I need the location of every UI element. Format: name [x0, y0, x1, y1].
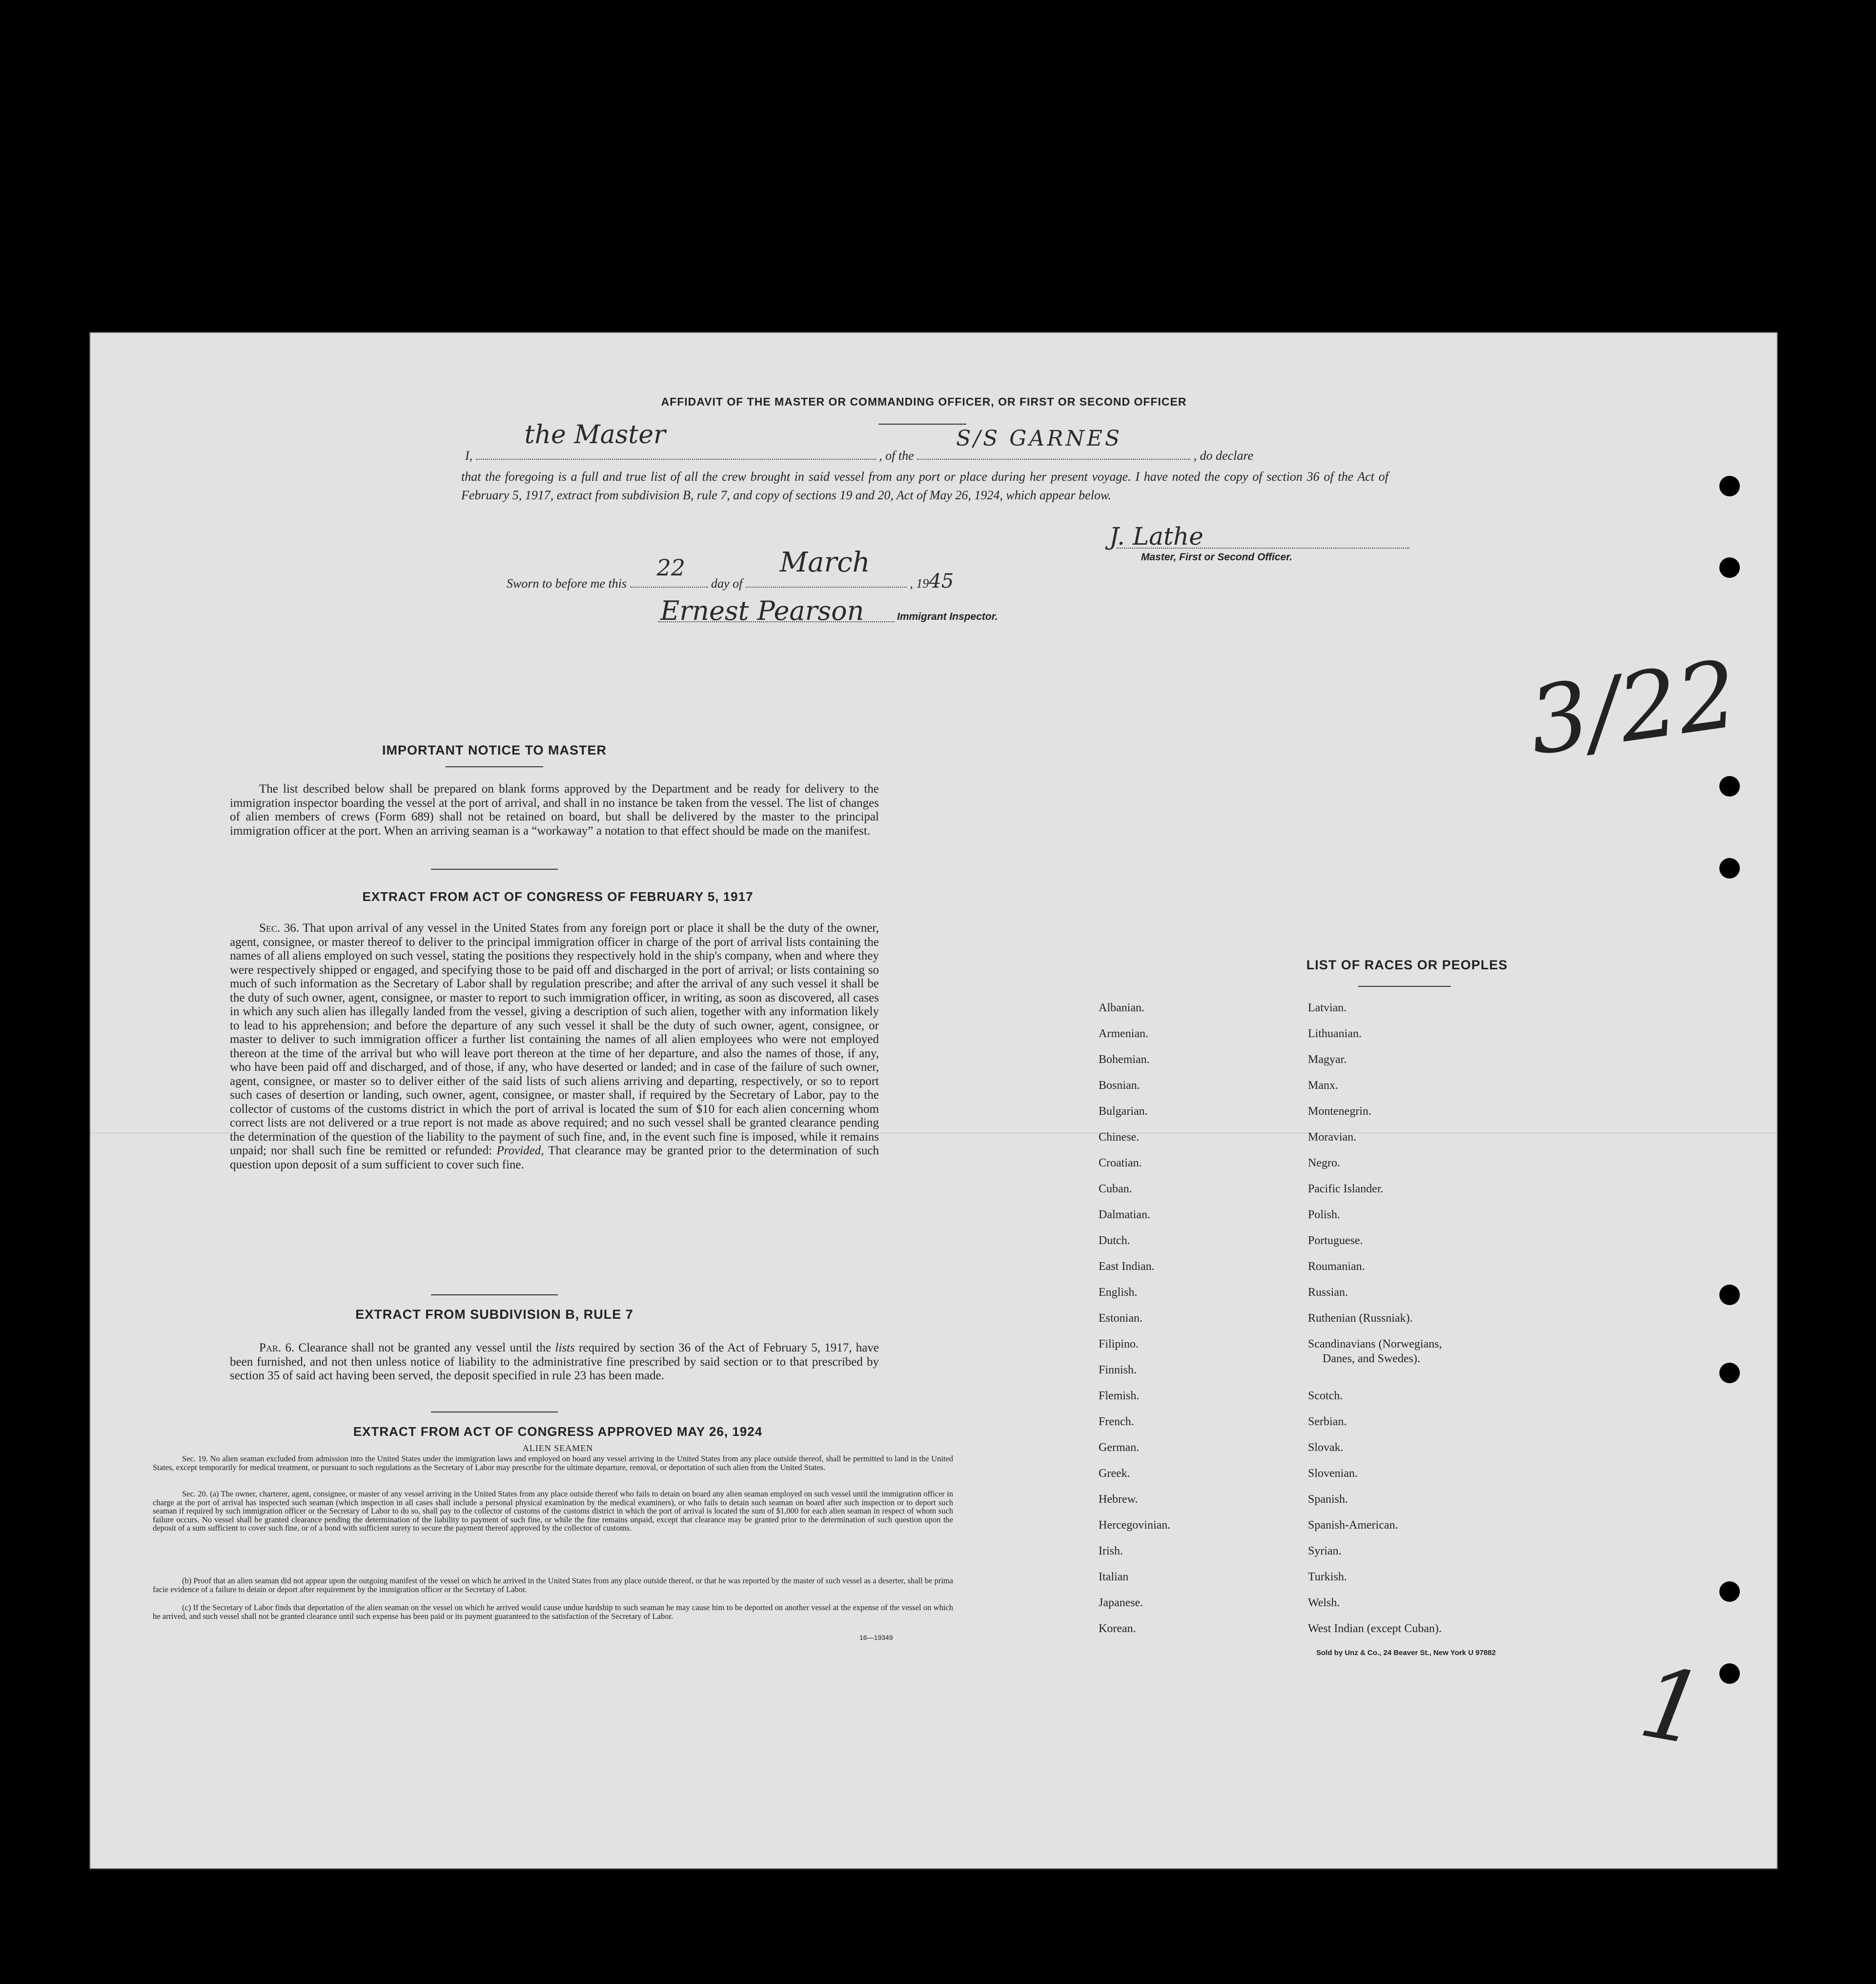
race-item: Scandinavians (Norwegians, Danes, and Swedes). — [1308, 1338, 1442, 1365]
extract-1924-subtitle: ALIEN SEAMEN — [522, 1443, 593, 1453]
affidavit-declaration-line — [465, 420, 1392, 465]
race-item: Irish. — [1099, 1545, 1123, 1557]
race-item: Hebrew. — [1099, 1493, 1138, 1506]
race-item: Estonian. — [1099, 1312, 1142, 1325]
race-item: Croatian. — [1099, 1157, 1142, 1169]
races-title-rule — [1358, 986, 1451, 987]
sec36-text-end: That clearance may be granted prior to the determination of such question upon deposit of a sum sufficient to cover such fine. — [230, 1144, 879, 1171]
inspector-caption: Immigrant Inspector. — [897, 611, 998, 622]
race-item: Roumanian. — [1308, 1260, 1365, 1273]
race-item: Negro. — [1308, 1157, 1340, 1169]
race-item: East Indian. — [1099, 1260, 1155, 1273]
rule7-text: Clearance shall not be granted any vessel until the — [298, 1341, 551, 1354]
master-signature: J. Lathe — [1109, 522, 1203, 551]
race-item: Chinese. — [1099, 1131, 1140, 1144]
race-item: Slovenian. — [1308, 1467, 1358, 1480]
race-item: Cuban. — [1099, 1183, 1132, 1195]
race-item: Slovak. — [1308, 1441, 1344, 1454]
race-item: Greek. — [1099, 1467, 1130, 1480]
race-item: Finnish. — [1099, 1364, 1137, 1376]
race-item: Bosnian. — [1099, 1079, 1140, 1092]
extract-1917-body — [230, 921, 879, 1172]
race-item: Bohemian. — [1099, 1053, 1150, 1066]
race-item: Japanese. — [1099, 1596, 1143, 1609]
race-item: English. — [1099, 1286, 1138, 1299]
notice-body: The list described below shall be prepared on blank forms approved by the Department and be ready for delivery to the immigration inspector boarding the vessel at the port of arrival, and shall in no instance be taken from the vessel. The list of changes of alien members of crews (Form 689) shall not be retained on board, but shall be delivered by the master to the principal immigration officer at the port. When an arriving seaman is a “workaway” a notation to that effect should be made on the manifest. — [230, 782, 879, 838]
manifest-page — [89, 332, 1778, 1869]
race-item: Spanish-American. — [1308, 1519, 1398, 1532]
race-item: Albanian. — [1099, 1002, 1144, 1014]
punch-hole — [1719, 1581, 1740, 1602]
punch-hole — [1719, 557, 1740, 578]
master-name-field — [476, 420, 876, 460]
race-item: Lithuanian. — [1308, 1027, 1362, 1040]
rule7-rule — [431, 1411, 558, 1412]
sec19-text: Sec. 19. No alien seaman excluded from admission into the United States under the immigration laws and employed on board any vessel arriving in the United States from any place outside thereof, shall be permitted to land in the United States, except temporarily for medical treatment, or pursuant to such regulations as the Secretary of Labor may prescribe for the ultimate departure, removal, or deportation of such alien from the United States. — [153, 1454, 953, 1472]
race-item: Flemish. — [1099, 1390, 1140, 1402]
provided-word: Provided, — [496, 1144, 544, 1157]
race-item: Montenegrin. — [1308, 1105, 1371, 1118]
sec20b-text: (b) Proof that an alien seaman did not appear upon the outgoing manifest of the vessel on which he arrived in the United States from any place outside thereof, or that he was reported by the master of such vessel as a deserter, shall be prima facie evidence of a failure to detain or deport after requirement by the immigration officer or the Secretary of Labor. — [153, 1576, 953, 1594]
notice-title-rule — [446, 766, 543, 767]
punch-hole — [1719, 1363, 1740, 1383]
race-item: Welsh. — [1308, 1596, 1340, 1609]
affidavit-of-the-label: , of the — [879, 449, 914, 463]
races-right-column — [1308, 1001, 1523, 1647]
race-item: Syrian. — [1308, 1545, 1342, 1557]
race-item: Hercegovinian. — [1099, 1519, 1171, 1532]
punch-hole — [1719, 776, 1740, 797]
sec36-label: Sec. 36. — [259, 921, 299, 935]
race-item: Bulgarian. — [1099, 1105, 1148, 1118]
vessel-name-handwriting: S/S GARNES — [956, 426, 1122, 451]
race-item: Spanish. — [1308, 1493, 1348, 1506]
race-item: Italian — [1099, 1571, 1129, 1583]
affidavit-title: AFFIDAVIT OF THE MASTER OR COMMANDING OFFICER, OR FIRST OR SECOND OFFICER — [661, 395, 1187, 408]
races-title: LIST OF RACES OR PEOPLES — [1306, 958, 1508, 972]
punch-hole — [1719, 1285, 1740, 1305]
race-item: Moravian. — [1308, 1131, 1357, 1144]
day-of-label: day of — [711, 576, 743, 591]
race-item: Armenian. — [1099, 1027, 1148, 1040]
extract-1924-title: EXTRACT FROM ACT OF CONGRESS APPROVED MAY 26, 1924 — [353, 1424, 763, 1439]
sec20c-text: (c) If the Secretary of Labor finds that deportation of the alien seaman on the vessel on which he arrived would cause undue hardship to such seaman he may cause him to be deported on another vessel at the expense of the vessel on which he arrived, and such vessel shall not be granted clearance until such expense has been paid or its payment guaranteed to the satisfaction of the Secretary of Labor. — [153, 1603, 953, 1621]
year-prefix: , 19 — [910, 576, 929, 591]
race-item: Dutch. — [1099, 1234, 1130, 1247]
race-item: Ruthenian (Russniak). — [1308, 1312, 1413, 1325]
affidavit-i-label: I, — [465, 449, 473, 463]
sworn-month-field — [746, 547, 907, 588]
year-suffix: 45 — [929, 570, 954, 593]
race-item: French. — [1099, 1415, 1134, 1428]
rule7-title: EXTRACT FROM SUBDIVISION B, RULE 7 — [355, 1307, 633, 1322]
race-item: Russian. — [1308, 1286, 1348, 1299]
extract-1917-rule — [431, 1294, 558, 1295]
race-item: Polish. — [1308, 1208, 1341, 1221]
race-item: Manx. — [1308, 1079, 1338, 1092]
race-item: Magyar. — [1308, 1053, 1347, 1066]
race-item: Dalmatian. — [1099, 1208, 1150, 1221]
affidavit-body: that the foregoing is a full and true list of all the crew brought in said vessel from any port or place during her present voyage. I have noted the copy of section 36 of the Act of February 5, 1917, extract from subdivision B, rule 7, and copy of sections 19 and 20, Act of May 26, 1924, which appear below. — [461, 470, 1388, 502]
race-item: Scotch. — [1308, 1390, 1343, 1402]
race-item: Turkish. — [1308, 1571, 1347, 1583]
race-item: German. — [1099, 1441, 1140, 1454]
par6-label: Par. 6. — [259, 1341, 295, 1354]
vessel-name-field — [917, 426, 1190, 460]
races-left-column — [1099, 1001, 1294, 1647]
punch-hole — [1719, 858, 1740, 879]
lists-word: lists — [555, 1341, 575, 1354]
page-number-handwriting: 3/22 — [1522, 640, 1744, 776]
tally-mark-handwriting: 1 — [1631, 1645, 1713, 1768]
race-item: Latvian. — [1308, 1002, 1347, 1014]
master-caption: Master, First or Second Officer. — [1141, 552, 1293, 563]
form-number: 16—19349 — [859, 1634, 893, 1641]
race-item: Pacific Islander. — [1308, 1183, 1384, 1195]
master-name-handwriting: the Master — [524, 420, 666, 450]
rule7-body — [230, 1341, 879, 1383]
inspector-signature: Ernest Pearson — [660, 595, 864, 626]
notice-title: IMPORTANT NOTICE TO MASTER — [382, 743, 607, 757]
sworn-day-field — [630, 554, 708, 588]
punch-hole — [1719, 476, 1740, 496]
race-item: Portuguese. — [1308, 1234, 1363, 1247]
affidavit-do-declare-label: , do declare — [1193, 449, 1254, 463]
affidavit-title-rule — [878, 424, 966, 425]
sworn-day: 22 — [656, 554, 686, 581]
sec36-text: That upon arrival of any vessel in the United States from any foreign port or place it shall be the duty of the owner, agent, consignee, or master thereof to deliver to the principal immigration officer in charge of the port of arrival lists containing the names of all aliens employed on such vessel, stating the positions they respectively hold in the ship's company, when and where they were respectively shipped or engaged, and specifying those to be paid off and discharged in the port of arrival; or lists containing so much of such information as the Secretary of Labor shall by regulation prescribe; and after the arrival of any such vessel it shall be the duty of such owner, agent, consignee, or master to report to such immigration officer, in writing, as soon as discovered, all cases in which any such alien has illegally landed from the vessel, giving a description of such alien, together with any information likely to lead to his apprehension; and before the departure of any such vessel it shall be the duty of such owner, agent, consignee, or master to deliver to such immigration officer a further list containing the names of all alien employees who were not employed thereon at the time of the arrival but who will leave port thereon at the time of her departure, and also the names of those, if any, who have been paid off and discharged, and of those, if any, who have deserted or landed; and in case of the failure of such owner, agent, consignee, or master so to deliver either of the said lists of such aliens arriving and departing, respectively, or so to report such cases of desertion or landing, such owner, agent, consignee, or master shall, if required by the Secretary of Labor, pay to the collector of customs of the customs district in which the port of arrival is located the sum of $10 for each alien concerning whom correct lists are not delivered or a true report is not made as above required; and no such vessel shall be granted clearance pending the determination of the question of the liability to the payment of such fine, and, in the event such fine is imposed, while it remains unpaid; nor shall such fine be remitted or refunded: — [230, 921, 879, 1157]
race-item: Korean. — [1099, 1622, 1136, 1635]
race-item: Serbian. — [1308, 1415, 1347, 1428]
publisher-line: Sold by Unz & Co., 24 Beaver St., New York U 97882 — [1316, 1649, 1496, 1657]
notice-rule — [431, 869, 558, 870]
sec20a-text: Sec. 20. (a) The owner, charterer, agent, consignee, or master of any vessel arriving in the United States from any place outside thereof who fails to detain on board any alien seaman employed on such vessel until the immigration officer in charge at the port of arrival has inspected such seaman (which inspection in all cases shall include a personal physical examination by the medical examiners), or who fails to detain such seaman on board after such inspection or to deport such seaman if required by such immigration officer or the Secretary of Labor to do so, shall pay to the collector of customs of the customs district in which the port of arrival is located the sum of $1,000 for each alien seaman in respect of whom such failure occurs. No vessel shall be granted clearance pending the determination of the liability to payment of such fine, or while the fine remains unpaid, except that clearance may be granted prior to the determination of such question upon the deposit of a sum sufficient to cover such fine, or of a bond with sufficient surety to secure the payment thereof approved by the collector of customs. — [153, 1489, 953, 1533]
extract-1917-title: EXTRACT FROM ACT OF CONGRESS OF FEBRUARY 5, 1917 — [362, 889, 754, 904]
rule7-text-end: required by section 36 of the Act of February 5, 1917, have been furnished, and not then unless notice of liability to the administrative fine prescribed by said section or to that prescribed by section 35 of said act having been served, the deposit specified in rule 23 has been made. — [230, 1341, 879, 1382]
sworn-month: March — [779, 547, 870, 578]
race-item: Filipino. — [1099, 1338, 1139, 1350]
sworn-line — [507, 547, 954, 593]
sworn-label: Sworn to before me this — [507, 576, 627, 591]
punch-hole — [1719, 1663, 1740, 1684]
race-item: West Indian (except Cuban). — [1308, 1622, 1442, 1635]
